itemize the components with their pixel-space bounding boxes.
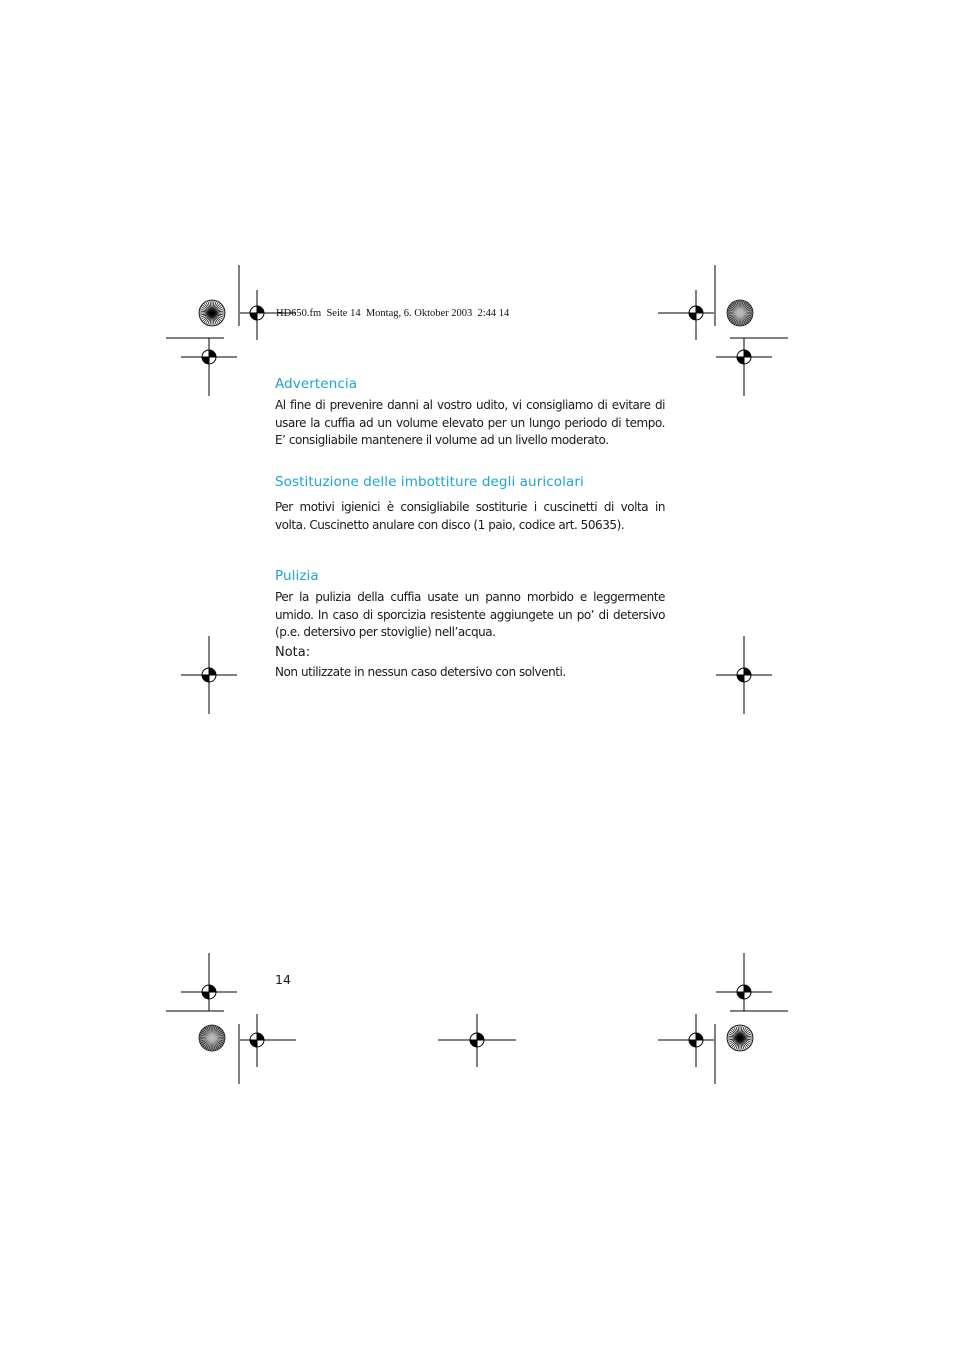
registration-mark [181,338,237,396]
section-heading-advertencia: Advertencia [275,376,358,392]
registration-mark [716,338,772,396]
registration-mark [658,1014,714,1067]
registration-mark [716,953,772,1011]
section-body-advertencia: Al fine di prevenire danni al vostro udito, vi consigliamo di evitare di usare la cuffia ad un volume elevato per un lungo periodo di tempo. E’ consigliabile mantenere il volume ad un livello moderato. [275,398,665,447]
registration-mark [240,1014,296,1067]
star-target [199,300,225,326]
star-target [199,1025,225,1051]
star-target [727,1025,753,1051]
star-target [727,300,753,326]
section-body-sostituzione: Per motivi igienici è consigliabile sostiturie i cuscinetti di volta in volta. Cuscinetto anulare con disco (1 paio, codice art. 50635). [275,500,665,532]
section-heading-sostituzione: Sostituzione delle imbottiture degli auricolari [275,474,584,490]
registration-mark [181,636,237,714]
note-text: Non utilizzate in nessun caso detersivo con solventi. [275,665,566,679]
section-body-pulizia: Per la pulizia della cuffia usate un panno morbido e leggermente umido. In caso di sporcizia resistente aggiungete un po’ di detersivo (p.e. detersivo per stoviglie) nell’acqua. [275,590,665,639]
registration-mark [658,290,714,340]
note-label: Nota: [275,645,311,660]
section-heading-pulizia: Pulizia [275,568,319,584]
registration-mark [438,1014,516,1067]
registration-mark [181,953,237,1011]
page-number: 14 [275,972,291,987]
print-slug-line: HD650.fm Seite 14 Montag, 6. Oktober 2003 2:44 14 [276,308,510,319]
registration-mark [716,636,772,714]
